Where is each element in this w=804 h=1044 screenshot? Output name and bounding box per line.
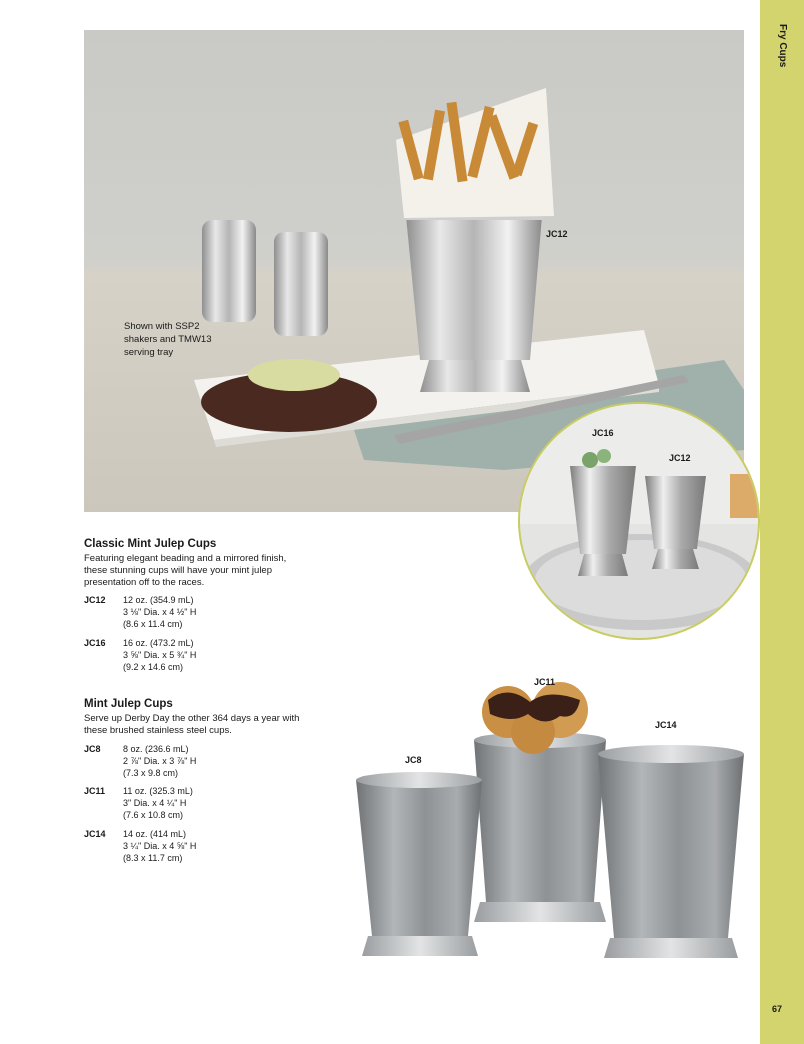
inset-photo	[518, 402, 760, 640]
classic-description: Featuring elegant beading and a mirrored finish, these stunning cups will have your mint julep presentation off to the races.	[84, 553, 287, 588]
product-code: JC8	[84, 744, 101, 754]
product-spec: 14 oz. (414 mL) 3 ¼" Dia. x 4 ⅝" H (8.3 x 11.7 cm)	[123, 829, 197, 863]
product-code: JC14	[84, 829, 106, 839]
classic-title: Classic Mint Julep Cups	[84, 538, 217, 550]
label-jc14: JC14	[655, 720, 677, 730]
product-code: JC16	[84, 638, 106, 648]
product-spec: 12 oz. (354.9 mL) 3 ⅛" Dia. x 4 ½" H (8.6 x 11.4 cm)	[123, 595, 197, 629]
mint-title: Mint Julep Cups	[84, 698, 173, 710]
product-spec: 8 oz. (236.6 mL) 2 ⅞" Dia. x 3 ⅞" H (7.3 x 9.8 cm)	[123, 744, 197, 778]
product-spec: 16 oz. (473.2 mL) 3 ⅝" Dia. x 5 ¾" H (9.2 x 14.6 cm)	[123, 638, 197, 672]
brushed-cups-illustration	[348, 670, 758, 970]
product-code: JC11	[84, 786, 106, 796]
label-jc11: JC11	[534, 677, 556, 687]
label-jc16-inset: JC16	[592, 428, 614, 438]
page-number: 67	[772, 1004, 783, 1014]
mint-description: Serve up Derby Day the other 364 days a year with these brushed stainless steel cups.	[84, 713, 300, 736]
label-jc12-hero: JC12	[546, 229, 568, 239]
hero-caption: Shown with SSP2 shakers and TMW13 serving tray	[124, 321, 212, 358]
product-spec: 11 oz. (325.3 mL) 3" Dia. x 4 ¼" H (7.6 x 10.8 cm)	[123, 786, 193, 820]
label-jc8: JC8	[405, 755, 422, 765]
label-jc12-inset: JC12	[669, 453, 691, 463]
inset-illustration	[520, 404, 760, 640]
side-tab	[760, 0, 804, 1044]
product-code: JC12	[84, 595, 106, 605]
brushed-cups-photo	[348, 670, 758, 970]
side-tab-label: Fry Cups	[777, 24, 788, 68]
